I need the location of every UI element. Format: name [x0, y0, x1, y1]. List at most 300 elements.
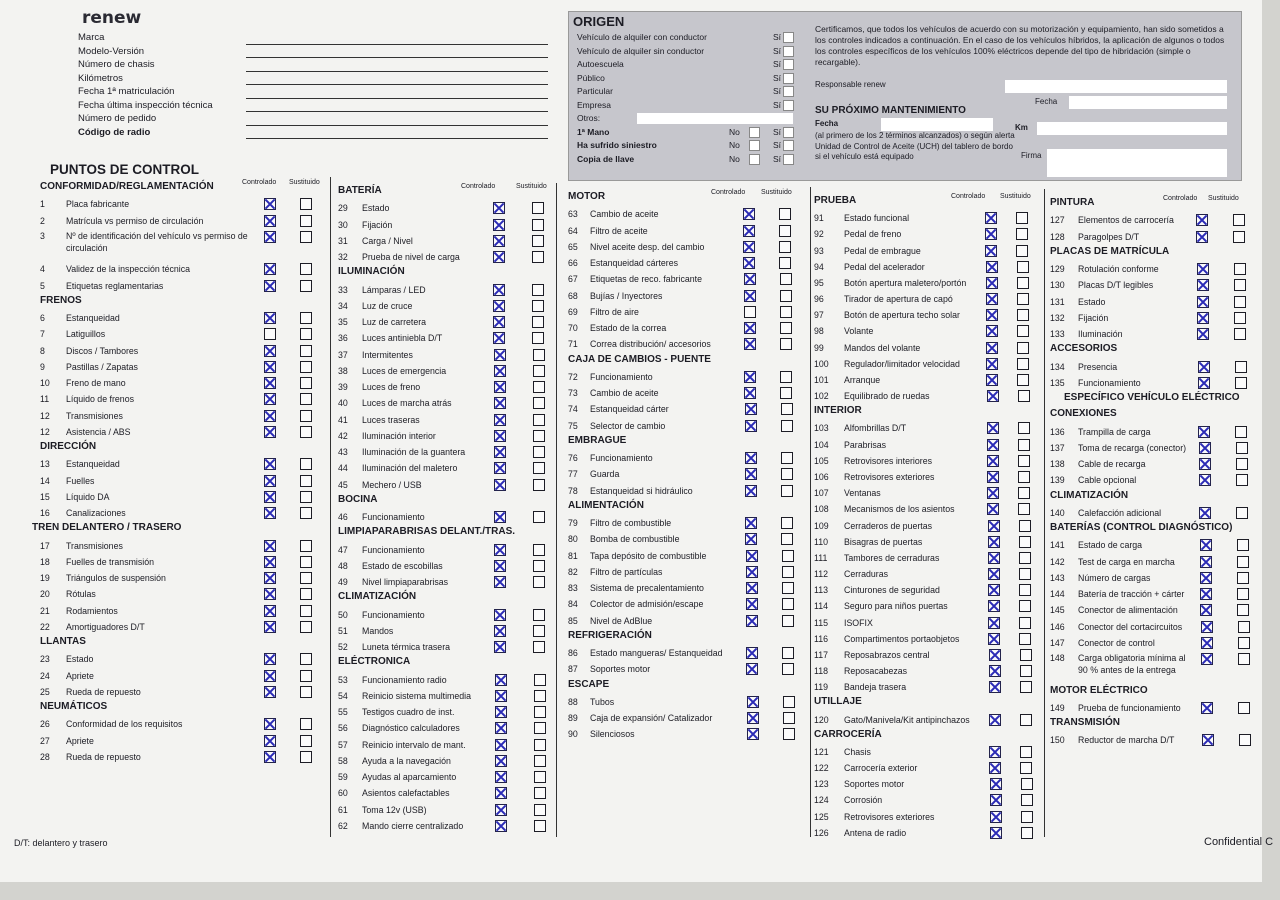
maintenance-date-field[interactable]	[881, 118, 993, 131]
sustituido-checkbox[interactable]	[1237, 556, 1249, 568]
controlado-checkbox[interactable]	[493, 202, 505, 214]
sustituido-checkbox[interactable]	[1236, 458, 1248, 470]
sustituido-checkbox[interactable]	[1238, 621, 1250, 633]
sustituido-checkbox[interactable]	[1237, 588, 1249, 600]
sustituido-checkbox[interactable]	[780, 273, 792, 285]
controlado-checkbox[interactable]	[264, 556, 276, 568]
controlado-checkbox[interactable]	[986, 261, 998, 273]
sustituido-checkbox[interactable]	[300, 377, 312, 389]
controlado-checkbox[interactable]	[988, 600, 1000, 612]
sustituido-checkbox[interactable]	[1017, 293, 1029, 305]
controlado-checkbox[interactable]	[264, 491, 276, 503]
sustituido-checkbox[interactable]	[1239, 734, 1251, 746]
controlado-checkbox[interactable]	[987, 503, 999, 515]
sustituido-checkbox[interactable]	[534, 771, 546, 783]
controlado-checkbox[interactable]	[743, 257, 755, 269]
controlado-checkbox[interactable]	[987, 422, 999, 434]
controlado-checkbox[interactable]	[743, 208, 755, 220]
controlado-checkbox[interactable]	[988, 552, 1000, 564]
si-checkbox[interactable]	[783, 140, 794, 151]
sustituido-checkbox[interactable]	[783, 696, 795, 708]
sustituido-checkbox[interactable]	[782, 663, 794, 675]
controlado-checkbox[interactable]	[495, 787, 507, 799]
sustituido-checkbox[interactable]	[1235, 361, 1247, 373]
sustituido-checkbox[interactable]	[782, 582, 794, 594]
sustituido-checkbox[interactable]	[1236, 442, 1248, 454]
controlado-checkbox[interactable]	[990, 778, 1002, 790]
sustituido-checkbox[interactable]	[1236, 507, 1248, 519]
sustituido-checkbox[interactable]	[1234, 328, 1246, 340]
sustituido-checkbox[interactable]	[1019, 568, 1031, 580]
sustituido-checkbox[interactable]	[534, 690, 546, 702]
vehicle-field-input[interactable]	[246, 111, 548, 112]
controlado-checkbox[interactable]	[989, 649, 1001, 661]
sustituido-checkbox[interactable]	[1018, 439, 1030, 451]
controlado-checkbox[interactable]	[987, 471, 999, 483]
sustituido-checkbox[interactable]	[533, 560, 545, 572]
sustituido-checkbox[interactable]	[300, 475, 312, 487]
controlado-checkbox[interactable]	[988, 520, 1000, 532]
controlado-checkbox[interactable]	[1200, 588, 1212, 600]
sustituido-checkbox[interactable]	[1017, 309, 1029, 321]
sustituido-checkbox[interactable]	[533, 609, 545, 621]
sustituido-checkbox[interactable]	[300, 215, 312, 227]
sustituido-checkbox[interactable]	[300, 735, 312, 747]
controlado-checkbox[interactable]	[264, 507, 276, 519]
controlado-checkbox[interactable]	[1200, 572, 1212, 584]
maintenance-km-field[interactable]	[1037, 122, 1227, 135]
controlado-checkbox[interactable]	[494, 560, 506, 572]
sustituido-checkbox[interactable]	[534, 804, 546, 816]
controlado-checkbox[interactable]	[1198, 361, 1210, 373]
controlado-checkbox[interactable]	[264, 540, 276, 552]
sustituido-checkbox[interactable]	[300, 263, 312, 275]
controlado-checkbox[interactable]	[745, 420, 757, 432]
sustituido-checkbox[interactable]	[533, 511, 545, 523]
controlado-checkbox[interactable]	[495, 820, 507, 832]
sustituido-checkbox[interactable]	[300, 361, 312, 373]
sustituido-checkbox[interactable]	[1021, 827, 1033, 839]
sustituido-checkbox[interactable]	[779, 208, 791, 220]
controlado-checkbox[interactable]	[264, 215, 276, 227]
controlado-checkbox[interactable]	[264, 686, 276, 698]
sustituido-checkbox[interactable]	[300, 312, 312, 324]
sustituido-checkbox[interactable]	[532, 300, 544, 312]
controlado-checkbox[interactable]	[493, 235, 505, 247]
sustituido-checkbox[interactable]	[1020, 746, 1032, 758]
sustituido-checkbox[interactable]	[1020, 649, 1032, 661]
sustituido-checkbox[interactable]	[1236, 474, 1248, 486]
controlado-checkbox[interactable]	[988, 584, 1000, 596]
sustituido-checkbox[interactable]	[1018, 422, 1030, 434]
sustituido-checkbox[interactable]	[782, 647, 794, 659]
sustituido-checkbox[interactable]	[1019, 584, 1031, 596]
controlado-checkbox[interactable]	[988, 617, 1000, 629]
controlado-checkbox[interactable]	[987, 390, 999, 402]
no-checkbox[interactable]	[749, 140, 760, 151]
controlado-checkbox[interactable]	[743, 241, 755, 253]
sustituido-checkbox[interactable]	[532, 219, 544, 231]
controlado-checkbox[interactable]	[989, 762, 1001, 774]
controlado-checkbox[interactable]	[746, 582, 758, 594]
controlado-checkbox[interactable]	[1200, 556, 1212, 568]
controlado-checkbox[interactable]	[1201, 637, 1213, 649]
controlado-checkbox[interactable]	[746, 647, 758, 659]
controlado-checkbox[interactable]	[745, 533, 757, 545]
controlado-checkbox[interactable]	[1196, 231, 1208, 243]
sustituido-checkbox[interactable]	[300, 410, 312, 422]
sustituido-checkbox[interactable]	[1017, 325, 1029, 337]
controlado-checkbox[interactable]	[494, 397, 506, 409]
vehicle-field-input[interactable]	[246, 98, 548, 99]
controlado-checkbox[interactable]	[495, 771, 507, 783]
controlado-checkbox[interactable]	[495, 690, 507, 702]
si-checkbox[interactable]	[783, 46, 794, 57]
controlado-checkbox[interactable]	[264, 263, 276, 275]
controlado-checkbox[interactable]	[1197, 263, 1209, 275]
controlado-checkbox[interactable]	[747, 712, 759, 724]
sustituido-checkbox[interactable]	[300, 231, 312, 243]
sustituido-checkbox[interactable]	[533, 397, 545, 409]
sustituido-checkbox[interactable]	[1234, 312, 1246, 324]
sustituido-checkbox[interactable]	[1020, 665, 1032, 677]
controlado-checkbox[interactable]	[264, 735, 276, 747]
sustituido-checkbox[interactable]	[1019, 600, 1031, 612]
controlado-checkbox[interactable]	[264, 572, 276, 584]
sustituido-checkbox[interactable]	[1021, 794, 1033, 806]
si-checkbox[interactable]	[783, 127, 794, 138]
controlado-checkbox[interactable]	[1202, 734, 1214, 746]
sustituido-checkbox[interactable]	[1235, 426, 1247, 438]
si-checkbox[interactable]	[783, 73, 794, 84]
sustituido-checkbox[interactable]	[532, 202, 544, 214]
controlado-checkbox[interactable]	[990, 811, 1002, 823]
sustituido-checkbox[interactable]	[1021, 811, 1033, 823]
sustituido-checkbox[interactable]	[533, 479, 545, 491]
controlado-checkbox[interactable]	[988, 568, 1000, 580]
controlado-checkbox[interactable]	[264, 393, 276, 405]
sustituido-checkbox[interactable]	[1237, 539, 1249, 551]
controlado-checkbox[interactable]	[494, 625, 506, 637]
sustituido-checkbox[interactable]	[782, 566, 794, 578]
sustituido-checkbox[interactable]	[300, 426, 312, 438]
controlado-checkbox[interactable]	[745, 468, 757, 480]
sustituido-checkbox[interactable]	[1017, 374, 1029, 386]
controlado-checkbox[interactable]	[495, 755, 507, 767]
controlado-checkbox[interactable]	[264, 328, 276, 340]
sustituido-checkbox[interactable]	[300, 556, 312, 568]
controlado-checkbox[interactable]	[494, 365, 506, 377]
sustituido-checkbox[interactable]	[779, 257, 791, 269]
sustituido-checkbox[interactable]	[1020, 681, 1032, 693]
controlado-checkbox[interactable]	[1199, 458, 1211, 470]
vehicle-field-input[interactable]	[246, 138, 548, 139]
sustituido-checkbox[interactable]	[300, 653, 312, 665]
sustituido-checkbox[interactable]	[532, 251, 544, 263]
controlado-checkbox[interactable]	[746, 566, 758, 578]
controlado-checkbox[interactable]	[1198, 426, 1210, 438]
sustituido-checkbox[interactable]	[781, 452, 793, 464]
controlado-checkbox[interactable]	[986, 293, 998, 305]
controlado-checkbox[interactable]	[493, 251, 505, 263]
sustituido-checkbox[interactable]	[1020, 762, 1032, 774]
controlado-checkbox[interactable]	[493, 300, 505, 312]
fecha-field[interactable]	[1069, 96, 1227, 109]
controlado-checkbox[interactable]	[743, 225, 755, 237]
controlado-checkbox[interactable]	[1197, 312, 1209, 324]
sustituido-checkbox[interactable]	[1233, 214, 1245, 226]
sustituido-checkbox[interactable]	[1021, 778, 1033, 790]
sustituido-checkbox[interactable]	[1018, 487, 1030, 499]
sustituido-checkbox[interactable]	[1019, 552, 1031, 564]
controlado-checkbox[interactable]	[744, 322, 756, 334]
vehicle-field-input[interactable]	[246, 125, 548, 126]
controlado-checkbox[interactable]	[264, 312, 276, 324]
controlado-checkbox[interactable]	[494, 430, 506, 442]
sustituido-checkbox[interactable]	[300, 718, 312, 730]
sustituido-checkbox[interactable]	[1019, 617, 1031, 629]
sustituido-checkbox[interactable]	[533, 446, 545, 458]
controlado-checkbox[interactable]	[264, 426, 276, 438]
controlado-checkbox[interactable]	[264, 588, 276, 600]
controlado-checkbox[interactable]	[746, 598, 758, 610]
controlado-checkbox[interactable]	[494, 349, 506, 361]
sustituido-checkbox[interactable]	[779, 241, 791, 253]
vehicle-field-input[interactable]	[246, 57, 548, 58]
sustituido-checkbox[interactable]	[1016, 212, 1028, 224]
sustituido-checkbox[interactable]	[780, 338, 792, 350]
controlado-checkbox[interactable]	[264, 621, 276, 633]
controlado-checkbox[interactable]	[264, 198, 276, 210]
controlado-checkbox[interactable]	[987, 439, 999, 451]
sustituido-checkbox[interactable]	[1237, 604, 1249, 616]
sustituido-checkbox[interactable]	[533, 430, 545, 442]
no-checkbox[interactable]	[749, 127, 760, 138]
signature-field[interactable]	[1047, 149, 1227, 177]
sustituido-checkbox[interactable]	[533, 625, 545, 637]
sustituido-checkbox[interactable]	[534, 755, 546, 767]
sustituido-checkbox[interactable]	[782, 550, 794, 562]
controlado-checkbox[interactable]	[744, 290, 756, 302]
sustituido-checkbox[interactable]	[533, 365, 545, 377]
controlado-checkbox[interactable]	[264, 410, 276, 422]
controlado-checkbox[interactable]	[744, 371, 756, 383]
sustituido-checkbox[interactable]	[1019, 520, 1031, 532]
sustituido-checkbox[interactable]	[1018, 503, 1030, 515]
sustituido-checkbox[interactable]	[532, 316, 544, 328]
controlado-checkbox[interactable]	[746, 663, 758, 675]
controlado-checkbox[interactable]	[744, 338, 756, 350]
sustituido-checkbox[interactable]	[783, 728, 795, 740]
controlado-checkbox[interactable]	[494, 479, 506, 491]
controlado-checkbox[interactable]	[1199, 474, 1211, 486]
sustituido-checkbox[interactable]	[1238, 653, 1250, 665]
sustituido-checkbox[interactable]	[1234, 296, 1246, 308]
sustituido-checkbox[interactable]	[782, 598, 794, 610]
si-checkbox[interactable]	[783, 86, 794, 97]
sustituido-checkbox[interactable]	[300, 458, 312, 470]
controlado-checkbox[interactable]	[1201, 653, 1213, 665]
controlado-checkbox[interactable]	[989, 714, 1001, 726]
sustituido-checkbox[interactable]	[1017, 261, 1029, 273]
sustituido-checkbox[interactable]	[532, 235, 544, 247]
controlado-checkbox[interactable]	[495, 674, 507, 686]
sustituido-checkbox[interactable]	[1233, 231, 1245, 243]
controlado-checkbox[interactable]	[1201, 702, 1213, 714]
sustituido-checkbox[interactable]	[533, 381, 545, 393]
sustituido-checkbox[interactable]	[300, 328, 312, 340]
sustituido-checkbox[interactable]	[534, 706, 546, 718]
sustituido-checkbox[interactable]	[1020, 714, 1032, 726]
sustituido-checkbox[interactable]	[300, 605, 312, 617]
controlado-checkbox[interactable]	[493, 332, 505, 344]
controlado-checkbox[interactable]	[264, 718, 276, 730]
sustituido-checkbox[interactable]	[1234, 263, 1246, 275]
controlado-checkbox[interactable]	[744, 273, 756, 285]
sustituido-checkbox[interactable]	[782, 615, 794, 627]
controlado-checkbox[interactable]	[264, 670, 276, 682]
controlado-checkbox[interactable]	[494, 609, 506, 621]
sustituido-checkbox[interactable]	[1019, 536, 1031, 548]
sustituido-checkbox[interactable]	[1017, 277, 1029, 289]
controlado-checkbox[interactable]	[989, 665, 1001, 677]
si-checkbox[interactable]	[783, 154, 794, 165]
controlado-checkbox[interactable]	[493, 284, 505, 296]
sustituido-checkbox[interactable]	[781, 485, 793, 497]
sustituido-checkbox[interactable]	[300, 540, 312, 552]
controlado-checkbox[interactable]	[1200, 604, 1212, 616]
controlado-checkbox[interactable]	[264, 475, 276, 487]
controlado-checkbox[interactable]	[746, 615, 758, 627]
controlado-checkbox[interactable]	[264, 458, 276, 470]
sustituido-checkbox[interactable]	[300, 621, 312, 633]
controlado-checkbox[interactable]	[494, 641, 506, 653]
controlado-checkbox[interactable]	[264, 605, 276, 617]
sustituido-checkbox[interactable]	[781, 517, 793, 529]
si-checkbox[interactable]	[783, 100, 794, 111]
no-checkbox[interactable]	[749, 154, 760, 165]
sustituido-checkbox[interactable]	[780, 322, 792, 334]
controlado-checkbox[interactable]	[494, 462, 506, 474]
controlado-checkbox[interactable]	[1197, 328, 1209, 340]
sustituido-checkbox[interactable]	[532, 284, 544, 296]
controlado-checkbox[interactable]	[494, 511, 506, 523]
sustituido-checkbox[interactable]	[534, 787, 546, 799]
controlado-checkbox[interactable]	[1197, 296, 1209, 308]
sustituido-checkbox[interactable]	[1016, 245, 1028, 257]
sustituido-checkbox[interactable]	[534, 674, 546, 686]
controlado-checkbox[interactable]	[493, 316, 505, 328]
controlado-checkbox[interactable]	[264, 751, 276, 763]
controlado-checkbox[interactable]	[985, 212, 997, 224]
sustituido-checkbox[interactable]	[1018, 390, 1030, 402]
responsable-field[interactable]	[1005, 80, 1227, 93]
sustituido-checkbox[interactable]	[300, 280, 312, 292]
controlado-checkbox[interactable]	[745, 403, 757, 415]
sustituido-checkbox[interactable]	[300, 686, 312, 698]
sustituido-checkbox[interactable]	[300, 670, 312, 682]
controlado-checkbox[interactable]	[495, 722, 507, 734]
sustituido-checkbox[interactable]	[780, 290, 792, 302]
sustituido-checkbox[interactable]	[533, 641, 545, 653]
sustituido-checkbox[interactable]	[300, 345, 312, 357]
controlado-checkbox[interactable]	[494, 544, 506, 556]
sustituido-checkbox[interactable]	[533, 414, 545, 426]
sustituido-checkbox[interactable]	[1235, 377, 1247, 389]
sustituido-checkbox[interactable]	[780, 306, 792, 318]
sustituido-checkbox[interactable]	[1017, 342, 1029, 354]
controlado-checkbox[interactable]	[985, 228, 997, 240]
sustituido-checkbox[interactable]	[1017, 358, 1029, 370]
controlado-checkbox[interactable]	[264, 345, 276, 357]
sustituido-checkbox[interactable]	[780, 387, 792, 399]
sustituido-checkbox[interactable]	[1238, 637, 1250, 649]
sustituido-checkbox[interactable]	[533, 576, 545, 588]
controlado-checkbox[interactable]	[1199, 442, 1211, 454]
sustituido-checkbox[interactable]	[779, 225, 791, 237]
controlado-checkbox[interactable]	[990, 827, 1002, 839]
sustituido-checkbox[interactable]	[300, 572, 312, 584]
si-checkbox[interactable]	[783, 32, 794, 43]
sustituido-checkbox[interactable]	[781, 533, 793, 545]
controlado-checkbox[interactable]	[987, 455, 999, 467]
controlado-checkbox[interactable]	[989, 681, 1001, 693]
sustituido-checkbox[interactable]	[781, 420, 793, 432]
controlado-checkbox[interactable]	[986, 358, 998, 370]
si-checkbox[interactable]	[783, 59, 794, 70]
controlado-checkbox[interactable]	[494, 381, 506, 393]
controlado-checkbox[interactable]	[1199, 507, 1211, 519]
sustituido-checkbox[interactable]	[781, 468, 793, 480]
sustituido-checkbox[interactable]	[1019, 633, 1031, 645]
vehicle-field-input[interactable]	[246, 84, 548, 85]
controlado-checkbox[interactable]	[494, 576, 506, 588]
controlado-checkbox[interactable]	[1196, 214, 1208, 226]
controlado-checkbox[interactable]	[986, 277, 998, 289]
sustituido-checkbox[interactable]	[533, 349, 545, 361]
otros-field[interactable]	[637, 113, 793, 124]
controlado-checkbox[interactable]	[494, 446, 506, 458]
controlado-checkbox[interactable]	[495, 739, 507, 751]
sustituido-checkbox[interactable]	[532, 332, 544, 344]
sustituido-checkbox[interactable]	[300, 507, 312, 519]
sustituido-checkbox[interactable]	[534, 739, 546, 751]
sustituido-checkbox[interactable]	[533, 462, 545, 474]
controlado-checkbox[interactable]	[746, 550, 758, 562]
sustituido-checkbox[interactable]	[783, 712, 795, 724]
sustituido-checkbox[interactable]	[1018, 471, 1030, 483]
controlado-checkbox[interactable]	[1200, 539, 1212, 551]
controlado-checkbox[interactable]	[986, 342, 998, 354]
controlado-checkbox[interactable]	[987, 487, 999, 499]
sustituido-checkbox[interactable]	[1016, 228, 1028, 240]
controlado-checkbox[interactable]	[745, 517, 757, 529]
controlado-checkbox[interactable]	[1201, 621, 1213, 633]
sustituido-checkbox[interactable]	[1018, 455, 1030, 467]
controlado-checkbox[interactable]	[986, 325, 998, 337]
controlado-checkbox[interactable]	[744, 306, 756, 318]
sustituido-checkbox[interactable]	[300, 588, 312, 600]
sustituido-checkbox[interactable]	[300, 491, 312, 503]
sustituido-checkbox[interactable]	[1238, 702, 1250, 714]
sustituido-checkbox[interactable]	[780, 371, 792, 383]
controlado-checkbox[interactable]	[747, 696, 759, 708]
controlado-checkbox[interactable]	[745, 485, 757, 497]
sustituido-checkbox[interactable]	[1237, 572, 1249, 584]
sustituido-checkbox[interactable]	[300, 198, 312, 210]
controlado-checkbox[interactable]	[493, 219, 505, 231]
controlado-checkbox[interactable]	[986, 374, 998, 386]
